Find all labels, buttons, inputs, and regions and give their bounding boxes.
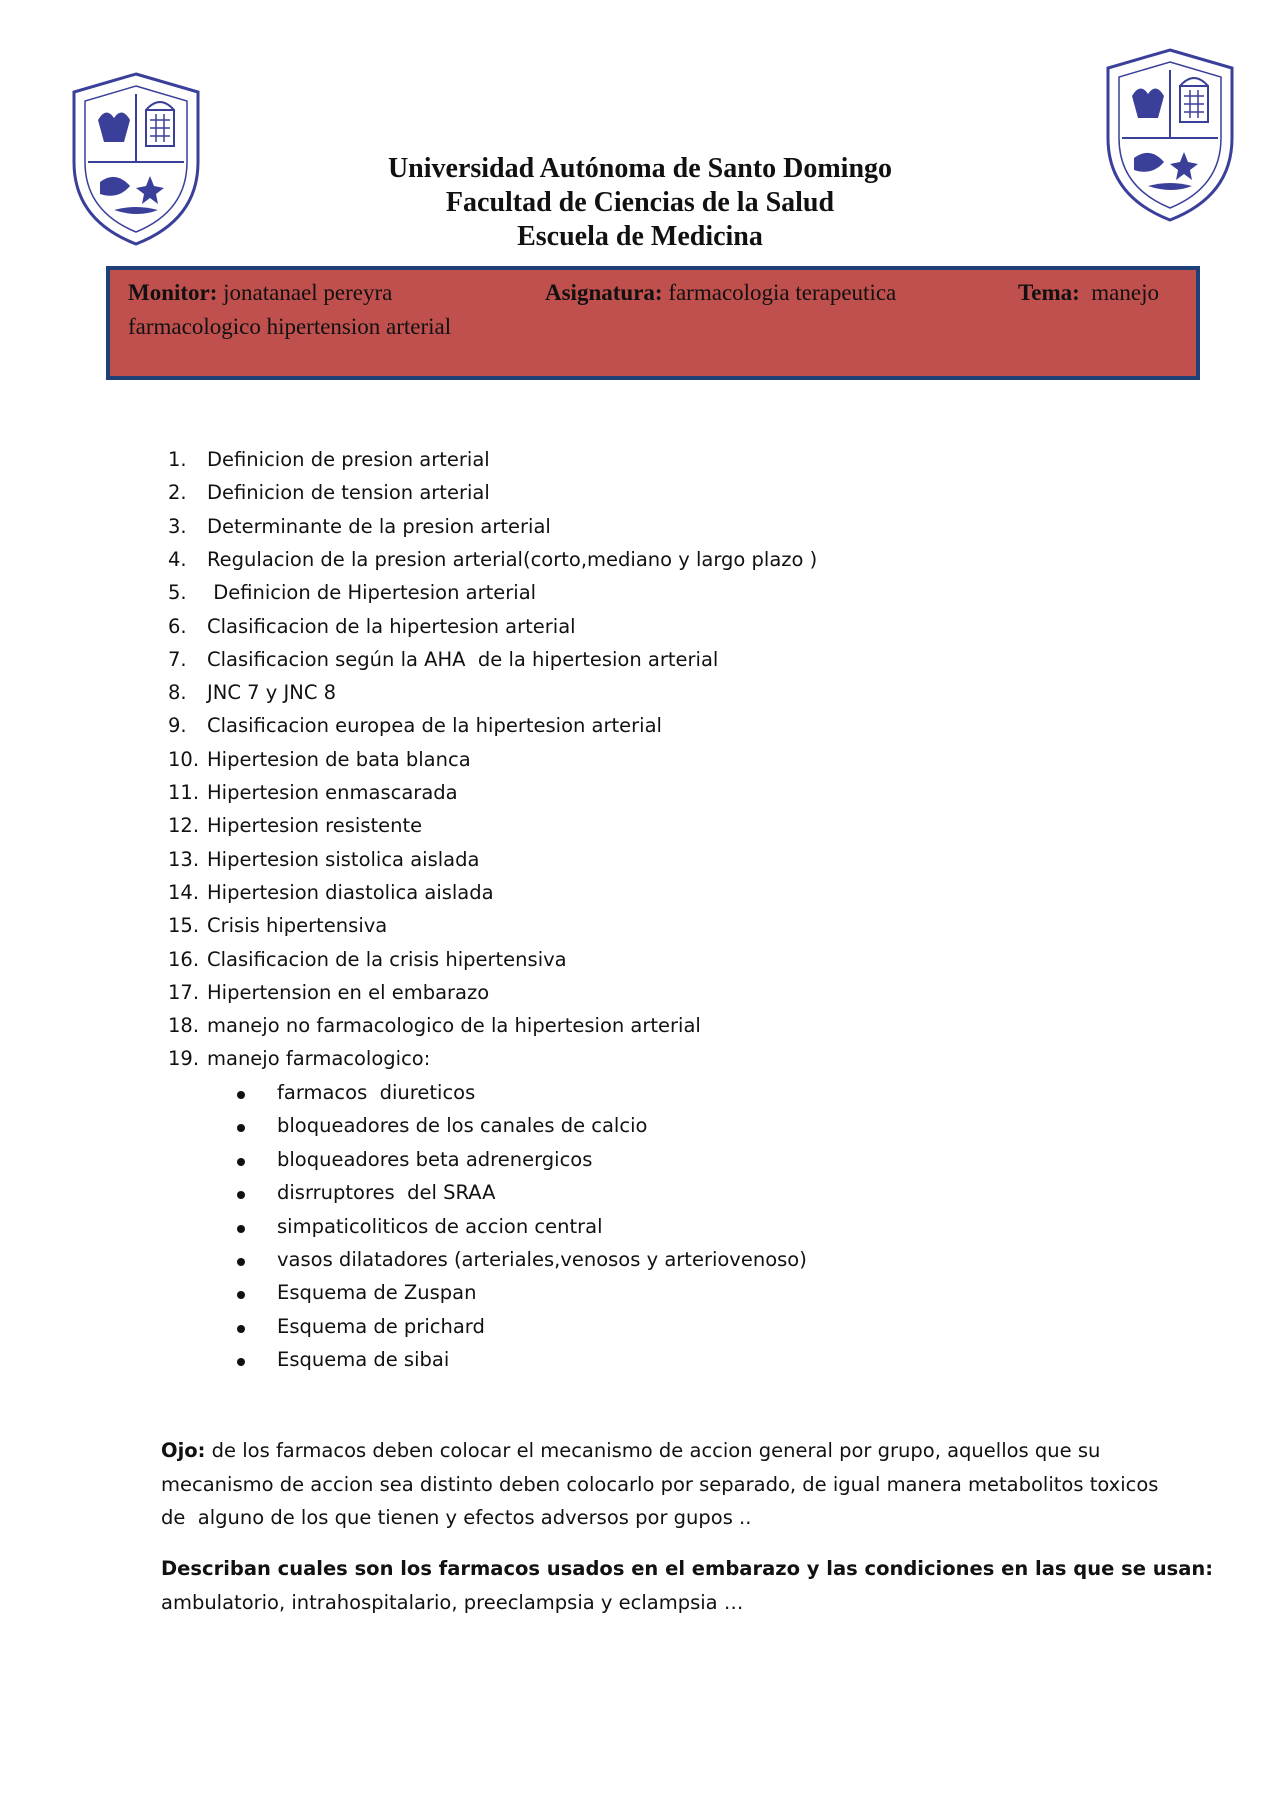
tema-value-continuation: farmacologico hipertension arterial: [128, 314, 452, 339]
note-line: de alguno de los que tienen y efectos adversos por gupos ..: [161, 1506, 752, 1529]
tema-value: manejo: [1091, 280, 1159, 305]
topic-number: 5.: [168, 581, 187, 605]
asignatura-label: Asignatura:: [545, 280, 663, 305]
topic-text: Clasificacion según la AHA de la hipertesion arterial: [207, 647, 719, 671]
drug-text: farmacos diureticos: [277, 1081, 476, 1104]
drug-text: Esquema de sibai: [277, 1348, 450, 1372]
topic-text: manejo no farmacologico de la hipertesion arterial: [207, 1014, 701, 1038]
document-header: [240, 152, 1040, 254]
bullet-icon: [237, 1291, 245, 1299]
topic-text: manejo farmacologico:: [207, 1047, 431, 1071]
topic-text: Clasificacion de la hipertesion arterial: [207, 614, 576, 638]
asignatura-field: [545, 280, 896, 306]
topic-number: 1.: [168, 448, 187, 471]
bullet-icon: [237, 1358, 245, 1366]
topic-number: 3.: [168, 514, 187, 538]
topic-number: 16.: [168, 947, 200, 971]
bullet-icon: [237, 1158, 245, 1166]
topic-text: JNC 7 y JNC 8: [207, 681, 337, 705]
monitor-value: jonatanael pereyra: [223, 280, 393, 305]
drug-text: bloqueadores de los canales de calcio: [277, 1114, 648, 1138]
topic-text: Determinante de la presion arterial: [207, 514, 551, 538]
university-seal-left: [66, 70, 206, 248]
topic-number: 6.: [168, 614, 187, 638]
bullet-icon: [237, 1124, 245, 1132]
drug-text: Esquema de Zuspan: [277, 1281, 477, 1305]
faculty-name: Facultad de Ciencias de la Salud: [445, 187, 835, 218]
topic-number: 11.: [168, 781, 200, 804]
topic-number: 18.: [168, 1014, 200, 1038]
topic-text: Regulacion de la presion arterial(corto,mediano y largo plazo ): [207, 547, 818, 571]
topic-number: 19.: [168, 1047, 200, 1071]
tema-field: [1018, 280, 1159, 306]
asignatura-value: farmacologia terapeutica: [668, 280, 897, 305]
note-embarazo: [161, 1552, 1214, 1619]
topic-number: 15.: [168, 914, 200, 938]
topic-text: Definicion de tension arterial: [207, 481, 490, 505]
bullet-icon: [237, 1091, 245, 1099]
topic-number: 7.: [168, 647, 187, 671]
topic-text: Hipertesion de bata blanca: [207, 747, 471, 771]
note-label: Ojo:: [161, 1439, 206, 1462]
drug-text: vasos dilatadores (arteriales,venosos y arteriovenoso): [277, 1248, 807, 1271]
monitor-field: [128, 280, 392, 306]
topic-number: 4.: [168, 547, 187, 571]
note-line: de los farmacos deben colocar el mecanismo de accion general por grupo, aquellos que su: [205, 1439, 1101, 1462]
university-name: Universidad Autónoma de Santo Domingo: [387, 153, 893, 184]
topic-number: 10.: [168, 747, 200, 771]
info-box: [106, 266, 1200, 380]
topic-text: Hipertesion diastolica aislada: [207, 880, 494, 904]
note2-heading: Describan cuales son los farmacos usados en el embarazo y las condiciones en las que se usan:: [161, 1557, 1214, 1580]
topic-number: 9.: [168, 714, 187, 738]
topic-number: 13.: [168, 847, 200, 871]
topic-text: Hipertesion resistente: [207, 814, 423, 838]
drug-text: disrruptores del SRAA: [277, 1181, 496, 1205]
topic-text: Hipertension en el embarazo: [207, 980, 490, 1004]
topic-text: Clasificacion de la crisis hipertensiva: [207, 947, 567, 971]
topic-number: 14.: [168, 880, 200, 904]
note-line: mecanismo de accion sea distinto deben colocarlo por separado, de igual manera metabolitos toxicos: [161, 1472, 1159, 1496]
topic-text: Definicion de Hipertesion arterial: [207, 581, 537, 605]
school-name: Escuela de Medicina: [517, 221, 763, 252]
topic-text: Hipertesion sistolica aislada: [207, 847, 480, 871]
bullet-icon: [237, 1225, 245, 1233]
topic-text: Crisis hipertensiva: [207, 914, 388, 938]
university-seal-right: [1100, 46, 1240, 224]
bullet-icon: [237, 1325, 245, 1333]
topic-text: Hipertesion enmascarada: [207, 781, 458, 804]
bullet-icon: [237, 1191, 245, 1199]
drug-text: simpaticoliticos de accion central: [277, 1214, 603, 1238]
bullet-icon: [237, 1258, 245, 1266]
topic-number: 8.: [168, 681, 187, 705]
topic-text: Clasificacion europea de la hipertesion arterial: [207, 714, 662, 738]
note-ojo: [161, 1434, 1161, 1535]
drug-text: Esquema de prichard: [277, 1314, 485, 1338]
topic-number: 12.: [168, 814, 200, 838]
tema-label: Tema:: [1018, 280, 1080, 305]
monitor-label: Monitor:: [128, 280, 218, 305]
note2-line: ambulatorio, intrahospitalario, preeclampsia y eclampsia …: [161, 1590, 744, 1614]
topic-text: Definicion de presion arterial: [207, 448, 490, 471]
drug-text: bloqueadores beta adrenergicos: [277, 1147, 593, 1171]
topic-number: 2.: [168, 481, 187, 505]
topic-number: 17.: [168, 980, 200, 1004]
